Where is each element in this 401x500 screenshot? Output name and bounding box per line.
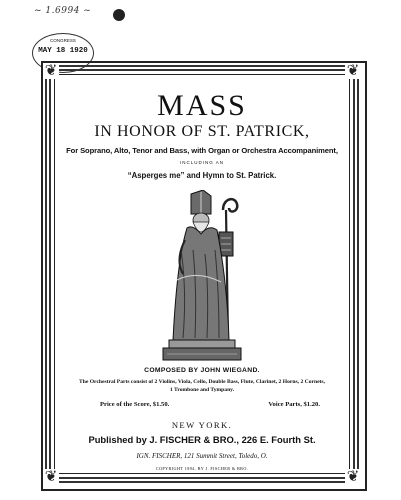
score-price: Price of the Score, $1.50. [100, 401, 170, 408]
st-patrick-statue-illustration [157, 190, 249, 365]
corner-ornament-tl: ❦ [44, 63, 58, 79]
stamp-label: CONGRESS [50, 38, 76, 43]
copyright-notice: COPYRIGHT 1894, BY J. FISCHER & BRO. [155, 466, 249, 471]
corner-ornament-br: ❦ [346, 469, 360, 485]
voicing-line: For Soprano, Alto, Tenor and Bass, with Organ or Orchestra Accompaniment, [66, 146, 338, 155]
publisher-city: NEW YORK. [171, 420, 233, 430]
handwritten-number: ~ 1.6994 ~ [34, 6, 92, 16]
orchestration-line-2: 1 Trombone and Tympany. [169, 387, 235, 393]
composer-credit: COMPOSED BY JOHN WIEGAND. [144, 367, 260, 374]
including-line: INCLUDING AN [179, 160, 224, 165]
orchestration-line-1: The Orchestral Parts consist of 2 Violins, Viola, Cello, Double Bass, Flute, Clarinet, 2 Horns, 2 Cornets, [78, 379, 325, 385]
subtitle: IN HONOR OF ST. PATRICK, [94, 123, 310, 140]
asperges-line: “Asperges me” and Hymn to St. Patrick. [127, 171, 277, 180]
corner-ornament-bl: ❦ [44, 469, 58, 485]
voice-parts-price: Voice Parts, $1.20. [268, 401, 320, 408]
publisher-line: Published by J. FISCHER & BRO., 226 E. Fourth St. [88, 434, 316, 445]
stamp-date: MAY 18 1920 [38, 47, 88, 55]
corner-ornament-tr: ❦ [346, 63, 360, 79]
agent-line: IGN. FISCHER, 121 Summit Street, Toledo, O. [136, 452, 268, 460]
page-title: MASS [157, 89, 247, 122]
ink-dot [113, 9, 125, 21]
